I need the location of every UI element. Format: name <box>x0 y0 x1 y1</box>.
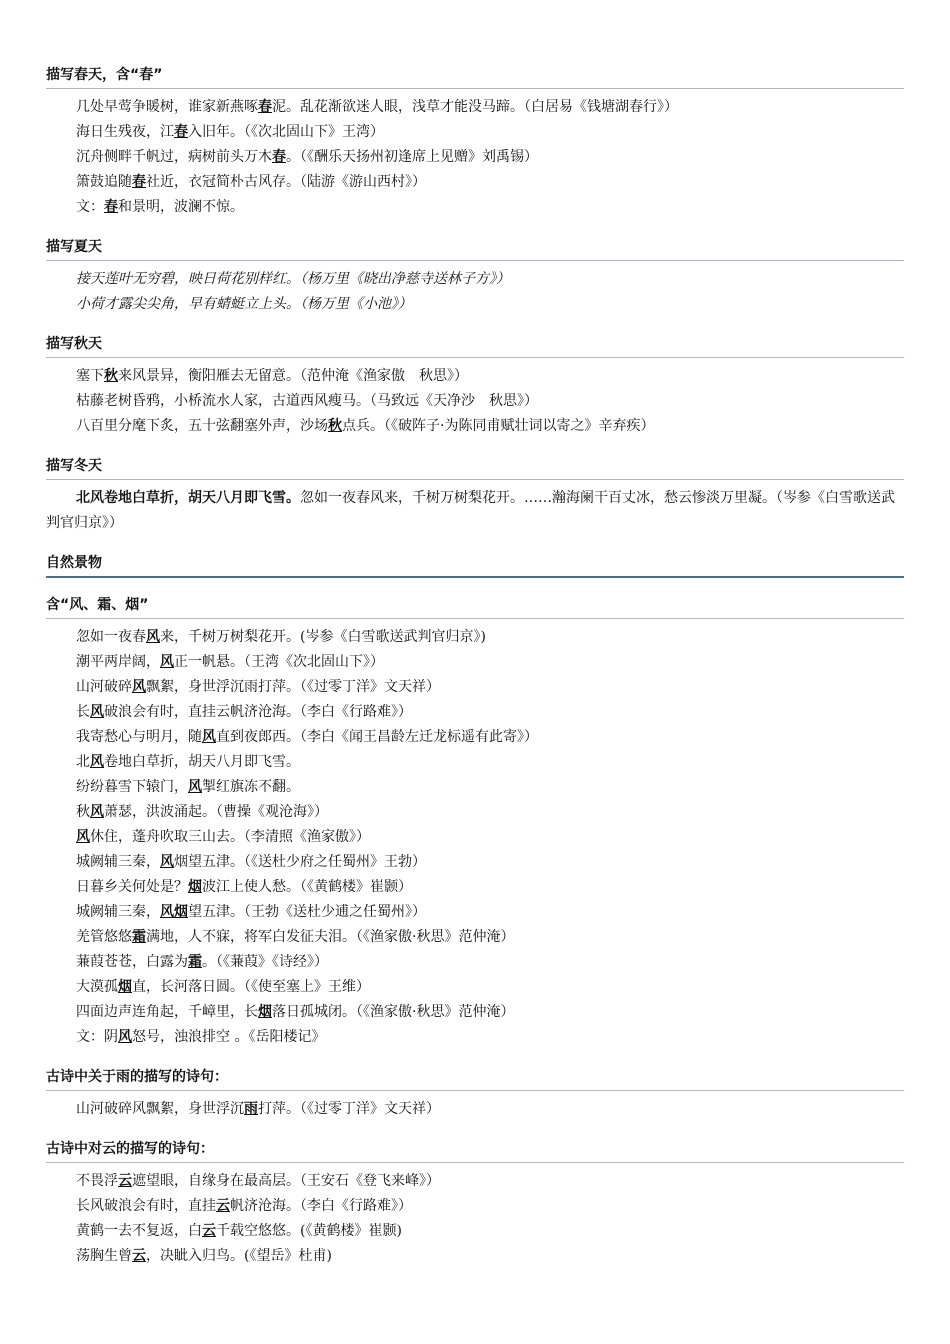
line-text: 几处早莺争暖树，谁家新燕啄 <box>76 99 258 115</box>
poem-line <box>46 850 904 875</box>
line-text: 直到夜郎西。（李白《闻王昌龄左迁龙标遥有此寄》） <box>216 729 538 745</box>
keyword-highlight: 霜 <box>132 929 146 945</box>
line-text: 羌管悠悠 <box>76 929 132 945</box>
wind-lines <box>46 625 904 1050</box>
spring-lines <box>46 95 904 220</box>
poem-line <box>46 875 904 900</box>
line-text: 北 <box>76 754 90 770</box>
keyword-highlight: 春 <box>104 199 118 215</box>
line-text: 塞下 <box>76 368 104 384</box>
winter-lead-text: 北风卷地白草折，胡天八月即飞雪。 <box>76 490 300 506</box>
line-text: 卷地白草折，胡天八月即飞雪。 <box>104 754 300 770</box>
poem-line <box>46 700 904 725</box>
keyword-highlight: 霜 <box>188 954 202 970</box>
poem-line <box>46 1169 904 1194</box>
line-text: 来，千树万树梨花开。(岑参《白雪歌送武判官归京》) <box>160 629 486 645</box>
line-text: 秋 <box>76 804 90 820</box>
line-text: 。（《蒹葭》《诗经》） <box>202 954 328 970</box>
line-text: 城阙辅三秦， <box>76 904 160 920</box>
line-text: 山河破碎 <box>76 679 132 695</box>
line-text: 蒹葭苍苍，白露为 <box>76 954 188 970</box>
poem-line <box>46 750 904 775</box>
poem-line <box>46 1025 904 1050</box>
keyword-highlight: 风烟 <box>160 904 188 920</box>
keyword-highlight: 春 <box>258 99 272 115</box>
line-text: 破浪会有时，直挂云帆济沧海。（李白《行路难》） <box>104 704 412 720</box>
line-text: 。（《酬乐天扬州初逢席上见赠》刘禹锡） <box>286 149 538 165</box>
keyword-highlight: 春 <box>272 149 286 165</box>
line-text: 黄鹤一去不复返，白 <box>76 1223 202 1239</box>
line-text: 城阙辅三秦， <box>76 854 160 870</box>
keyword-highlight: 风 <box>118 1029 132 1045</box>
poem-line <box>46 414 904 439</box>
poem-line <box>46 1097 904 1122</box>
line-text: 四面边声连角起，千嶂里，长 <box>76 1004 258 1020</box>
keyword-highlight: 秋 <box>328 418 342 434</box>
poem-line <box>46 900 904 925</box>
keyword-highlight: 春 <box>174 124 188 140</box>
keyword-highlight: 风 <box>146 629 160 645</box>
line-text: 箫鼓追随 <box>76 174 132 190</box>
keyword-highlight: 烟 <box>188 879 202 895</box>
poem-line <box>46 389 904 414</box>
keyword-highlight: 秋 <box>104 368 118 384</box>
line-text: 飘絮，身世浮沉雨打萍。（《过零丁洋》文天祥） <box>146 679 440 695</box>
line-text: 直，长河落日圆。（《使至塞上》王维） <box>132 979 370 995</box>
summer-lines <box>46 267 904 317</box>
poem-line <box>46 625 904 650</box>
poem-line <box>46 650 904 675</box>
line-text: 不畏浮 <box>76 1173 118 1189</box>
poem-line: 接天莲叶无穷碧，映日荷花别样红。（杨万里《晓出净慈寺送林子方》） <box>76 271 510 287</box>
keyword-highlight: 春 <box>132 174 146 190</box>
line-text: 八百里分麾下炙，五十弦翻塞外声，沙场 <box>76 418 328 434</box>
poem-line <box>46 1244 904 1269</box>
poem-line <box>46 170 904 195</box>
line-text: 千载空悠悠。(《黄鹤楼》崔颢) <box>216 1223 402 1239</box>
keyword-highlight: 风 <box>76 829 90 845</box>
line-text: 掣红旗冻不翻。 <box>202 779 300 795</box>
line-text: 枯藤老树昏鸦，小桥流水人家，古道西风瘦马。（马致远《天净沙 秋思》） <box>76 393 538 409</box>
keyword-highlight: 烟 <box>118 979 132 995</box>
line-text: 休住，蓬舟吹取三山去。（李清照《渔家傲》） <box>90 829 370 845</box>
line-text: 和景明，波澜不惊。 <box>118 199 244 215</box>
keyword-highlight: 风 <box>188 779 202 795</box>
section-heading-autumn: 描写秋天 <box>46 335 904 358</box>
poem-line <box>46 825 904 850</box>
section-heading-spring: 描写春天，含“春” <box>46 66 904 89</box>
poem-line <box>46 950 904 975</box>
poem-line <box>46 775 904 800</box>
line-text: 烟望五津。（《送杜少府之任蜀州》王勃） <box>174 854 426 870</box>
poem-line <box>46 675 904 700</box>
line-text: 长风破浪会有时，直挂 <box>76 1198 216 1214</box>
line-text: 潮平两岸阔， <box>76 654 160 670</box>
line-text: 文：阴 <box>76 1029 118 1045</box>
keyword-highlight: 云 <box>202 1223 216 1239</box>
section-heading-cloud: 古诗中对云的描写的诗句： <box>46 1140 904 1163</box>
poem-line <box>46 95 904 120</box>
poem-line <box>46 145 904 170</box>
poem-line: 小荷才露尖尖角，早有蜻蜓立上头。（杨万里《小池》） <box>76 296 412 312</box>
poem-line <box>46 975 904 1000</box>
winter-paragraph <box>46 486 904 536</box>
line-text: 忽如一夜春 <box>76 629 146 645</box>
autumn-lines <box>46 364 904 439</box>
keyword-highlight: 风 <box>160 654 174 670</box>
poem-line <box>46 1194 904 1219</box>
line-text: 日暮乡关何处是？ <box>76 879 188 895</box>
line-text: 正一帆悬。（王湾《次北固山下》） <box>174 654 384 670</box>
line-text: 萧瑟，洪波涌起。（曹操《观沧海》） <box>104 804 328 820</box>
line-text: 波江上使人愁。（《黄鹤楼》崔颢） <box>202 879 412 895</box>
line-text: 来风景异，衡阳雁去无留意。（范仲淹《渔家傲 秋思》） <box>118 368 468 384</box>
keyword-highlight: 风 <box>90 704 104 720</box>
winter-rest-text: 忽如一夜春风来，千树万树梨花开。……瀚海阑干百丈冰，愁云惨淡万里凝。（岑参《白雪歌送武判官归京》） <box>46 490 895 531</box>
line-text: 点兵。（《破阵子·为陈同甫赋壮词以寄之》辛弃疾） <box>342 418 655 434</box>
line-text: 长 <box>76 704 90 720</box>
document-page <box>46 66 904 1269</box>
keyword-highlight: 烟 <box>258 1004 272 1020</box>
line-text: 大漠孤 <box>76 979 118 995</box>
section-heading-winter: 描写冬天 <box>46 457 904 480</box>
line-text: 打萍。（《过零丁洋》文天祥） <box>258 1101 440 1117</box>
keyword-highlight: 风 <box>160 854 174 870</box>
line-text: 我寄愁心与明月，随 <box>76 729 202 745</box>
section-heading-wind: 含“风、霜、烟” <box>46 596 904 619</box>
poem-line <box>46 195 904 220</box>
poem-line <box>46 925 904 950</box>
cloud-lines <box>46 1169 904 1269</box>
line-text: 帆济沧海。（李白《行路难》） <box>230 1198 412 1214</box>
section-heading-nature: 自然景物 <box>46 554 904 578</box>
line-text: 文： <box>76 199 104 215</box>
section-heading-summer: 描写夏天 <box>46 238 904 261</box>
rain-lines <box>46 1097 904 1122</box>
poem-line <box>46 364 904 389</box>
line-text: 落日孤城闭。（《渔家傲·秋思》范仲淹） <box>272 1004 515 1020</box>
poem-line <box>46 1000 904 1025</box>
keyword-highlight: 风 <box>132 679 146 695</box>
poem-line <box>46 800 904 825</box>
poem-line <box>46 1219 904 1244</box>
keyword-highlight: 风 <box>202 729 216 745</box>
keyword-highlight: 风 <box>90 804 104 820</box>
line-text: 满地，人不寐，将军白发征夫泪。（《渔家傲·秋思》范仲淹） <box>146 929 515 945</box>
line-text: 泥。乱花渐欲迷人眼，浅草才能没马蹄。（白居易《钱塘湖春行》） <box>272 99 678 115</box>
line-text: 荡胸生曾 <box>76 1248 132 1264</box>
keyword-highlight: 云 <box>216 1198 230 1214</box>
line-text: 遮望眼，自缘身在最高层。（王安石《登飞来峰》） <box>132 1173 440 1189</box>
line-text: 海日生残夜，江 <box>76 124 174 140</box>
poem-line <box>46 725 904 750</box>
section-heading-rain: 古诗中关于雨的描写的诗句： <box>46 1068 904 1091</box>
line-text: 纷纷暮雪下辕门， <box>76 779 188 795</box>
line-text: 社近，衣冠简朴古风存。（陆游《游山西村》） <box>146 174 426 190</box>
keyword-highlight: 云 <box>118 1173 132 1189</box>
line-text: 望五津。（王勃《送杜少逋之任蜀州》） <box>188 904 426 920</box>
keyword-highlight: 风 <box>90 754 104 770</box>
line-text: ，决眦入归鸟。(《望岳》杜甫) <box>146 1248 332 1264</box>
line-text: 沉舟侧畔千帆过，病树前头万木 <box>76 149 272 165</box>
poem-line <box>46 120 904 145</box>
line-text: 怒号，浊浪排空 。《岳阳楼记》 <box>132 1029 326 1045</box>
keyword-highlight: 雨 <box>244 1101 258 1117</box>
line-text: 入旧年。（《次北固山下》王湾） <box>188 124 384 140</box>
keyword-highlight: 云 <box>132 1248 146 1264</box>
line-text: 山河破碎风飘絮，身世浮沉 <box>76 1101 244 1117</box>
